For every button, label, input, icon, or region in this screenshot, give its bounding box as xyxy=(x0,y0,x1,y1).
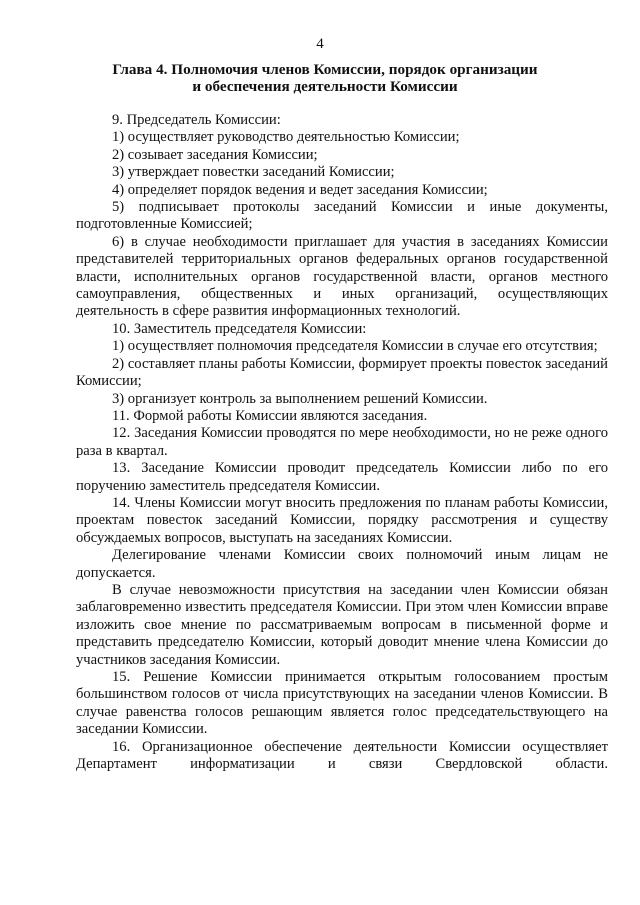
paragraph-15: 15. Решение Комиссии принимается открытым голосованием простым большинством голосов от числа присутствующих на заседании членов Комиссии. В случае равенства голосов решающим является голос председательствующего на заседании Комиссии. xyxy=(76,669,608,738)
paragraph-9-item-5: 5) подписывает протоколы заседаний Комиссии и иные документы, подготовленные Комиссией; xyxy=(76,199,608,233)
chapter-heading-line-2: и обеспечения деятельности Комиссии xyxy=(192,78,458,95)
chapter-heading-line-1: Глава 4. Полномочия членов Комиссии, порядок организации xyxy=(112,61,538,78)
page-number: 4 xyxy=(316,36,324,52)
document-body xyxy=(76,112,608,773)
paragraph-9-item-3: 3) утверждает повестки заседаний Комиссии; xyxy=(112,164,395,181)
paragraph-13: 13. Заседание Комиссии проводит председатель Комиссии либо по его поручению заместитель председателя Комиссии. xyxy=(76,460,608,494)
paragraph-10-item-3: 3) организует контроль за выполнением решений Комиссии. xyxy=(112,390,488,407)
paragraph-14-absence: В случае невозможности присутствия на заседании член Комиссии обязан заблаговременно известить председателя Комиссии. При этом член Комиссии вправе изложить свое мнение по рассматриваемым вопросам в письменной форме и представить председателю Комиссии, который доводит мнение члена Комиссии до участников заседания Комиссии. xyxy=(76,581,608,668)
paragraph-9-item-2: 2) созывает заседания Комиссии; xyxy=(112,146,318,163)
paragraph-14: 14. Члены Комиссии могут вносить предложения по планам работы Комиссии, проектам повесток заседаний Комиссии, порядку рассмотрения и существу обсуждаемых вопросов, выступать на заседаниях Комиссии. xyxy=(76,494,608,546)
paragraph-11: 11. Формой работы Комиссии являются заседания. xyxy=(112,407,428,424)
chapter-heading xyxy=(90,61,560,95)
paragraph-9-item-6: 6) в случае необходимости приглашает для участия в заседаниях Комиссии представителей территориальных органов федеральных органов государственной власти, исполнительных органов государственной власти, органов местного самоуправления, общественных и иных организаций, осуществляющих деятельность в сфере развития информационных технологий. xyxy=(76,233,608,320)
paragraph-14-delegation: Делегирование членами Комиссии своих полномочий иным лицам не допускается. xyxy=(76,547,608,581)
paragraph-9-item-4: 4) определяет порядок ведения и ведет заседания Комиссии; xyxy=(112,181,488,198)
paragraph-9: 9. Председатель Комиссии: xyxy=(112,112,281,128)
paragraph-10: 10. Заместитель председателя Комиссии: xyxy=(112,320,367,337)
paragraph-9-item-1: 1) осуществляет руководство деятельностью Комиссии; xyxy=(112,129,460,146)
paragraph-16: 16. Организационное обеспечение деятельности Комиссии осуществляет Департамент информатизации и связи Свердловской области. xyxy=(76,738,608,773)
paragraph-12: 12. Заседания Комиссии проводятся по мере необходимости, но не реже одного раза в квартал. xyxy=(76,425,608,459)
paragraph-10-item-2: 2) составляет планы работы Комиссии, формирует проекты повесток заседаний Комиссии; xyxy=(76,355,608,390)
paragraph-10-item-1: 1) осуществляет полномочия председателя Комиссии в случае его отсутствия; xyxy=(112,338,598,355)
